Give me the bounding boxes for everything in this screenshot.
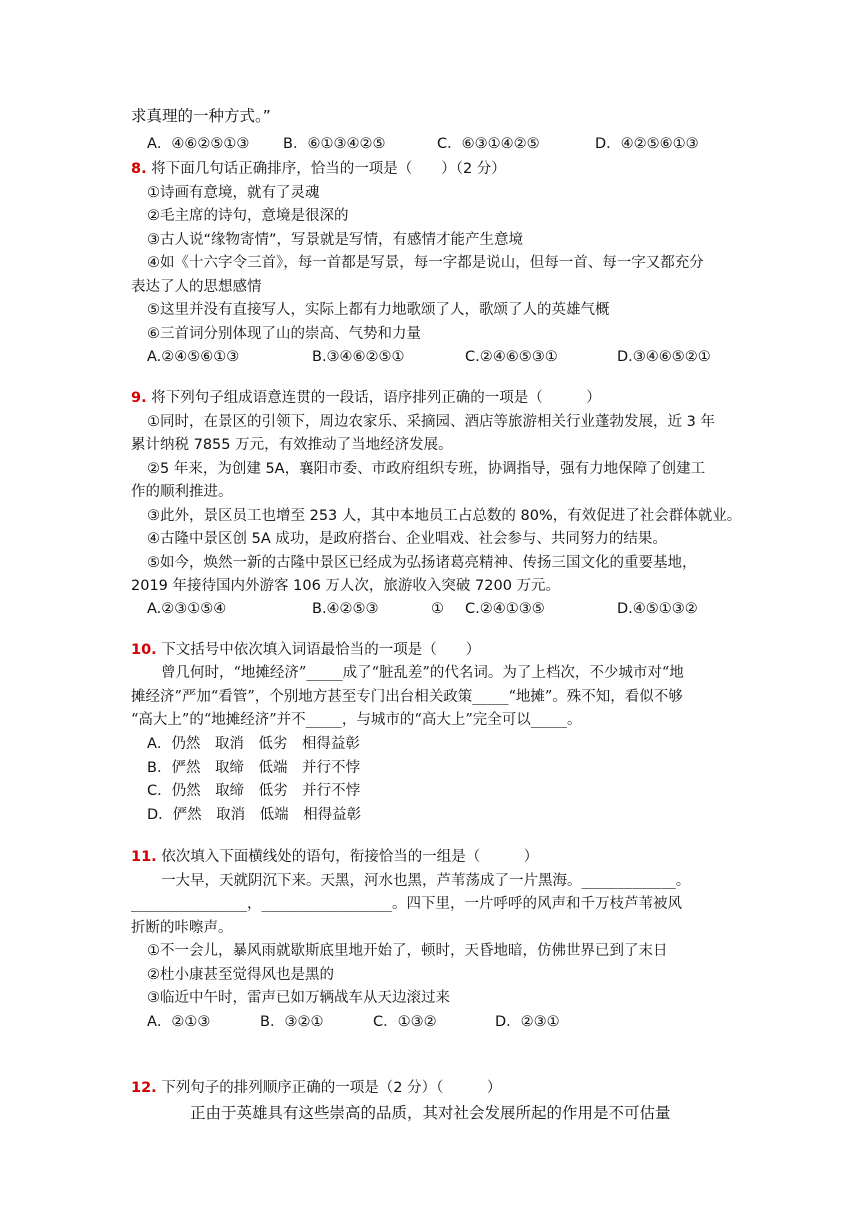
- option-d: D.④⑤①③②: [617, 601, 698, 617]
- option-a: A．仍然 取消 低劣 相得益彰: [147, 736, 360, 752]
- option-b: B．⑥①③④②⑤: [283, 136, 386, 152]
- question-text: 下文括号中依次填入词语最恰当的一项是（ ）: [161, 642, 481, 658]
- passage-line: 摊经济”严加“看管”，个别地方甚至专门出台相关政策_____“地摊”。殊不知，看似不够: [131, 689, 683, 705]
- list-item: ②杜小康甚至觉得风也是黑的: [147, 967, 334, 983]
- list-item: ⑥三首词分别体现了山的崇高、气势和力量: [147, 326, 421, 342]
- question-number: 9.: [131, 390, 147, 406]
- question-text: 下列句子的排列顺序正确的一项是（2 分）（ ）: [161, 1080, 502, 1096]
- option-a: A.②④⑤⑥①③: [147, 349, 240, 365]
- option-c: C．①③②: [373, 1014, 437, 1030]
- list-item: ⑤如今，焕然一新的古隆中景区已经成为弘扬诸葛亮精神、传扬三国文化的重要基地，: [147, 555, 697, 571]
- list-item: ①诗画有意境，就有了灵魂: [147, 185, 320, 201]
- question-12-stem: [131, 1079, 501, 1097]
- list-item: ②5 年来，为创建 5A，襄阳市委、市政府组织专班，协调指导，强有力地保障了创建工: [147, 461, 706, 477]
- list-item: ③此外，景区员工也增至 253 人，其中本地员工占总数的 80%，有效促进了社会群体就业。: [147, 508, 742, 524]
- question-8-stem: [131, 160, 506, 178]
- list-item: ③临近中午时，雷声已如万辆战车从天边滚过来: [147, 990, 450, 1006]
- passage-line: 正由于英雄具有这些崇高的品质，其对社会发展所起的作用是不可估量: [190, 1104, 671, 1122]
- question-number: 8.: [131, 161, 147, 177]
- list-item: 表达了人的思想感情: [131, 279, 262, 295]
- list-item: ①不一会儿，暴风雨就歇斯底里地开始了，顿时，天昏地暗，仿佛世界已到了末日: [147, 943, 668, 959]
- option-c: C.②④⑥⑤③①: [465, 349, 558, 365]
- question-number: 10.: [131, 642, 157, 658]
- option-d: D．俨然 取消 低端 相得益彰: [147, 807, 362, 823]
- list-item: ②毛主席的诗句，意境是很深的: [147, 208, 349, 224]
- question-number: 12.: [131, 1080, 157, 1096]
- option-b: B.③④⑥②⑤①: [312, 349, 405, 365]
- list-item: ④古隆中景区创 5A 成功，是政府搭台、企业唱戏、社会参与、共同努力的结果。: [147, 531, 667, 547]
- passage-line: 曾几何时，“地摊经济”_____成了“脏乱差”的代名词。为了上档次，不少城市对“地: [161, 665, 684, 681]
- list-item: 累计纳税 7855 万元，有效推动了当地经济发展。: [131, 437, 453, 453]
- option-a: A．②①③: [147, 1014, 211, 1030]
- option-b: B．俨然 取缔 低端 并行不悖: [147, 760, 360, 776]
- option-b-extra: ①: [431, 601, 444, 617]
- option-c: C．仍然 取缔 低劣 并行不悖: [147, 783, 361, 799]
- passage-line: 一大早，天就阴沉下来。天黑，河水也黑，芦苇荡成了一片黑海。_____________。: [161, 873, 691, 889]
- option-a: A.②③①⑤④: [147, 601, 227, 617]
- list-item: 2019 年接待国内外游客 106 万人次，旅游收入突破 7200 万元。: [131, 578, 561, 594]
- question-text: 将下列句子组成语意连贯的一段话，语序排列正确的一项是（ ）: [151, 390, 601, 406]
- question-text: 依次填入下面横线处的语句，衔接恰当的一组是（ ）: [161, 849, 539, 865]
- list-item: ③古人说“缘物寄情”，写景就是写情，有感情才能产生意境: [147, 232, 524, 248]
- list-item: 作的顺利推进。: [131, 484, 233, 500]
- question-number: 11.: [131, 849, 157, 865]
- passage-line: ________________，__________________。四下里，一片呼呼的风声和千万枝芦苇被风: [131, 896, 682, 912]
- option-d: D．②③①: [495, 1014, 560, 1030]
- option-a: A．④⑥②⑤①③: [147, 136, 250, 152]
- list-item: ①同时，在景区的引领下，周边农家乐、采摘园、酒店等旅游相关行业蓬勃发展，近 3 年: [147, 414, 715, 430]
- option-c: C．⑥③①④②⑤: [437, 136, 540, 152]
- question-10-stem: [131, 641, 480, 659]
- passage-line: “高大上”的“地摊经济”并不_____，与城市的“高大上”完全可以_____。: [131, 712, 582, 728]
- list-item: ⑤这里并没有直接写人，实际上都有力地歌颂了人，歌颂了人的英雄气概: [147, 302, 610, 318]
- question-text: 将下面几句话正确排序，恰当的一项是（ ）（2 分）: [151, 161, 506, 177]
- list-item: ④如《十六字令三首》，每一首都是写景，每一字都是说山，但每一首、每一字又都充分: [147, 255, 704, 271]
- option-d: D．④②⑤⑥①③: [595, 136, 699, 152]
- passage-tail: 求真理的一种方式。”: [131, 107, 271, 125]
- option-b: B.④②⑤③: [312, 601, 379, 617]
- question-11-stem: [131, 848, 538, 866]
- option-c: C.②④①③⑤: [465, 601, 545, 617]
- option-b: B．③②①: [260, 1014, 324, 1030]
- passage-line: 折断的咔嚓声。: [131, 920, 233, 936]
- option-d: D.③④⑥⑤②①: [617, 349, 711, 365]
- question-9-stem: [131, 389, 601, 407]
